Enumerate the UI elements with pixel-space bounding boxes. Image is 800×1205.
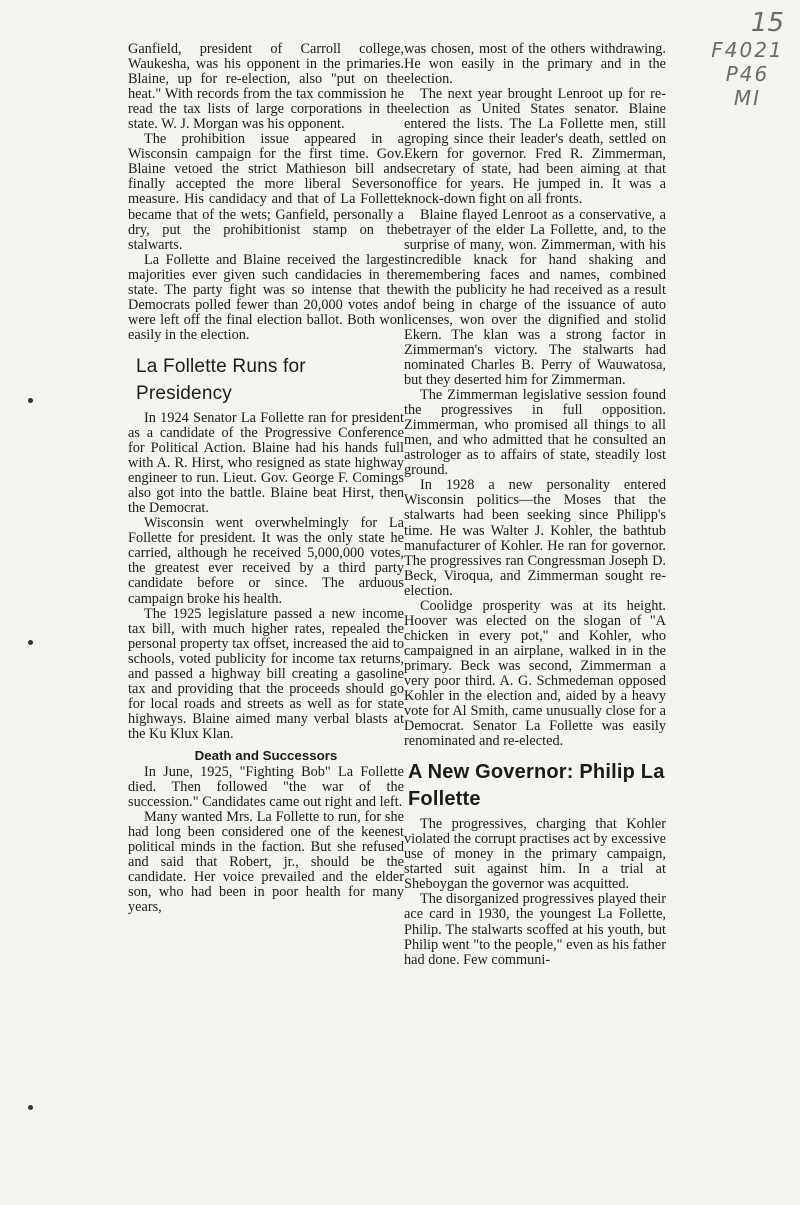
subheading: Death and Successors xyxy=(194,747,338,763)
paragraph: Ganfield, president of Carroll college, Waukesha, was his opponent in the primaries. Blaine, up for re-election, also "put on the heat." With records from the tax commission he read the tax lists of large corporations in the state. W. J. Morgan was his opponent. xyxy=(128,41,404,133)
paragraph: In 1928 a new personality entered Wisconsin politics—the Moses that the stalwarts had been seeking since Philipp's time. He was Walter J. Kohler, the bathtub manufacturer of Kohler. He ran for governor. The progressives ran Congressman Joseph D. Beck, Viroqua, and Zimmerman sought re-election. xyxy=(404,477,666,599)
paragraph: Wisconsin went overwhelmingly for La Follette for president. It was the only state he carried, although he received 5,000,000 votes, the greatest ever received by a third party candidate before or since. The arduous campaign broke his health. xyxy=(128,515,404,607)
paragraph: La Follette and Blaine received the largest majorities ever given such candidacies in the state. The party fight was so intense that the Democrats polled fewer than 20,000 votes and were left off the final election ballot. Both won easily in the election. xyxy=(128,251,404,343)
paragraph: The 1925 legislature passed a new income tax bill, with much higher rates, repealed the personal property tax offset, increased the aid to schools, voted publicity for income tax returns, and passed a highway bill creating a gasoline tax and providing that the proceeds should go for local roads and streets as well as for state highways. Blaine aimed many verbal blasts at the Ku Klux Klan. xyxy=(128,605,404,742)
paragraph: Blaine flayed Lenroot as a conservative, a betrayer of the elder La Follette, and, to the surprise of many, won. Zimmerman, with his incredible knack for hand shaking and remembering faces and names, combined with the publicity he had received as a result of being in charge of the issuance of auto licenses, won over the dignified and stolid Ekern. The klan was a strong factor in Zimmerman's victory. The stalwarts had nominated Charles B. Perry of Wauwatosa, but they deserted him for Zimmerman. xyxy=(404,206,666,389)
paragraph: The progressives, charging that Kohler violated the corrupt practises act by excessive use of money in the primary campaign, started suit against him. In a trial at Sheboygan the governor was acquitted. xyxy=(404,816,667,893)
paragraph: The disorganized progressives played their ace card in 1930, the youngest La Follette, Philip. The stalwarts scoffed at his youth, but Philip went "to the people," even as his father had done. Few communi- xyxy=(404,891,666,968)
handwritten-page-number: 15 xyxy=(750,8,784,38)
section-heading: La Follette Runs for Presidency xyxy=(136,355,306,404)
handwritten-catalog-line-3: MI xyxy=(733,86,762,110)
punch-hole-mark xyxy=(28,1105,33,1110)
paragraph: In June, 1925, "Fighting Bob" La Follette died. Then followed "the war of the succession." Candidates came out right and left. xyxy=(128,764,404,811)
punch-hole-mark xyxy=(28,640,33,645)
handwritten-catalog-line-2: P46 xyxy=(725,62,770,86)
right-column xyxy=(404,42,666,968)
handwritten-annotation xyxy=(711,8,784,110)
punch-hole-mark xyxy=(28,398,33,403)
paragraph: The Zimmerman legislative session found the progressives in full opposition. Zimmerman, who promised all things to all men, and who admitted that he consulted an astrologer as to affairs of state, steadily lost ground. xyxy=(404,387,666,479)
paragraph: In 1924 Senator La Follette ran for president as a candidate of the Progressive Conference for Political Action. Blaine had his hands full with A. R. Hirst, who resigned as state highway engineer to run. Lieut. Gov. George F. Comings also got into the battle. Blaine beat Hirst, then the Democrat. xyxy=(128,409,404,517)
section-heading: A New Governor: Philip La Follette xyxy=(408,761,665,811)
left-column xyxy=(128,42,404,915)
paragraph: was chosen, most of the others withdrawing. He won easily in the primary and in the election. xyxy=(404,41,666,88)
paragraph: The prohibition issue appeared in a Wisconsin campaign for the first time. Gov. Blaine vetoed the strict Mathieson bill and finally accepted the more liberal Severson measure. His candidacy and that of La Follette became that of the wets; Ganfield, personally a dry, put the prohibitionist stamp on the stalwarts. xyxy=(128,131,404,253)
handwritten-catalog-line-1: F4021 xyxy=(711,38,784,62)
paragraph: Coolidge prosperity was at its height. Hoover was elected on the slogan of "A chicken in every pot," and Kohler, who campaigned in an airplane, walked in in the primary. Beck was second, Zimmerman a very poor third. A. G. Schmedeman opposed Kohler in the election and, aided by a heavy vote for Al Smith, came unusually close for a Democrat. Senator La Follette was easily renominated and re-elected. xyxy=(404,597,666,750)
paragraph: The next year brought Lenroot up for re-election as United States senator. Blaine entered the lists. The La Follette men, still groping since their leader's death, settled on Ekern for governor. Fred R. Zimmerman, secretary of state, had been aiming at that office for years. He jumped in. It was a knock-down fight on all fronts. xyxy=(404,86,666,208)
paragraph: Many wanted Mrs. La Follette to run, for she had long been considered one of the keenest political minds in the faction. But she refused and said that Robert, jr., should be the candidate. Her voice prevailed and the elder son, who had been in poor health for many years, xyxy=(128,809,404,916)
